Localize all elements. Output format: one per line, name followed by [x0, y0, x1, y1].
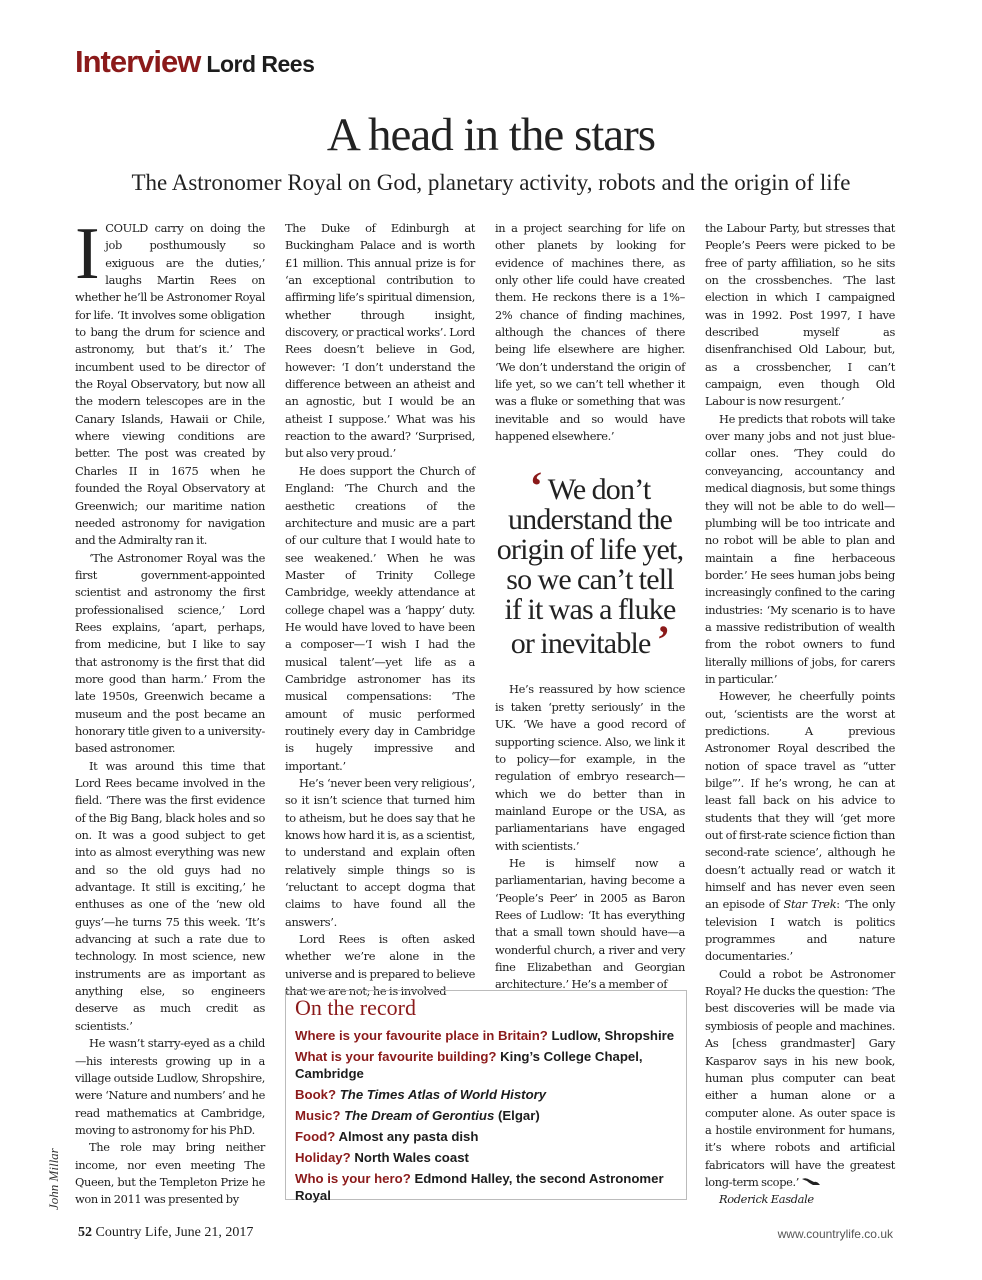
- headline: A head in the stars: [326, 109, 656, 161]
- answer: Almost any pasta dish: [338, 1129, 479, 1144]
- paragraph-text: : ‘The only television I watch is politics programmes and nature documentaries.’: [705, 897, 895, 964]
- answer: North Wales coast: [354, 1150, 469, 1165]
- paragraph: ‘The Astronomer Royal was the first government-appointed scientist and astronomy the first professionalised science,’ Lord Rees explains, ‘apart, perhaps, from medicine, but I like to say that astronomy is the first that did more good than harm.’ From the late 1950s, Greenwich became a museum and the post became an honorary title given to a university-based astronomer.: [75, 550, 265, 756]
- article-column-2: [285, 220, 475, 1000]
- answer: The Times Atlas of World History: [339, 1087, 547, 1102]
- paragraph: Lord Rees is often asked whether we’re alone in the universe and is prepared to believe that we are not; he is involved: [285, 932, 475, 999]
- answer: Edmond Halley, the second Astronomer Royal: [295, 1171, 664, 1203]
- standfirst: The Astronomer Royal on God, planetary activity, robots and the origin of life: [131, 170, 851, 195]
- website-url: www.countrylife.co.uk: [777, 1227, 893, 1241]
- interview-subject: Lord Rees: [206, 51, 315, 77]
- answer: King’s College Chapel, Cambridge: [295, 1049, 643, 1081]
- peacock-end-mark-icon: [802, 1176, 820, 1186]
- question: What is your favourite building?: [295, 1049, 497, 1064]
- publication-date: Country Life, June 21, 2017: [95, 1225, 254, 1240]
- paragraph: in a project searching for life on other planets by looking for evidence of machines there, as only other life could have created them. He reckons there is a 1%–2% chance of finding machines, although the chances of there being life elsewhere are higher. ‘We don’t understand the origin of life yet, so we can’t tell whether it was a fluke or something that was inevitable and so would have happened elsewhere.’: [495, 221, 685, 444]
- paragraph-text: COULD carry on doing the job posthumously so exiguous are the duties,’ laughs Martin Rees on whether he’ll be Astronomer Royal for life. ‘It involves some obligation to bang the drum for science and astronomy, but that’s it.’ The incumbent used to be director of the Royal Observatory, but now all the modern telescopes are in the Canary Islands, Hawaii or Chile, where viewing conditions are better. The post was created by Charles II in 1675 when he founded the Royal Observatory at Greenwich; our maritime nation needed astronomy for navigation and the Admiralty ran it.: [75, 221, 265, 548]
- paragraph: the Labour Party, but stresses that People’s Peers were picked to be free of party affiliation, so he sits on the crossbenches. ‘The last election in which I campaigned was in 1992. Post 1997, I have described myself as disenfranchised Old Labour, but, as a crossbencher, I can’t campaign, even though Old Labour is now resurgent.’: [705, 221, 895, 409]
- question: Music?: [295, 1108, 341, 1123]
- drop-cap: I: [75, 213, 100, 295]
- section-kicker: [75, 44, 314, 80]
- section-label: Interview: [75, 44, 201, 79]
- byline: Roderick Easdale: [719, 1192, 814, 1207]
- footer-folio: [78, 1225, 253, 1241]
- qa-item: [295, 1170, 677, 1204]
- answer: The Dream of Gerontius: [344, 1108, 495, 1123]
- page-number: 52: [78, 1225, 92, 1240]
- paragraph: He’s ‘never been very religious’, so it isn’t science that turned him to atheism, but he does say that he knows how hard it is, as a scientist, to understand and explain often relatively simple things so is ‘reluctant to accept dogma that claims to have found all the answers’.: [285, 776, 475, 929]
- paragraph: He is himself now a parliamentarian, having become a ‘People’s Peer’ in 2005 as Baron Rees of Ludlow: ‘It has everything that a small town should have—a wonderful church, a river and very fine Elizabethan and Georgian architecture.’ He’s a member of: [495, 855, 685, 992]
- photo-credit: John Millar: [46, 1148, 61, 1210]
- article-column-4: [705, 220, 895, 1209]
- pull-quote: [495, 463, 685, 663]
- question: Book?: [295, 1087, 337, 1102]
- paragraph: [705, 688, 895, 966]
- qa-item: [295, 1128, 677, 1145]
- paragraph: The Duke of Edinburgh at Buckingham Palace and is worth £1 million. This annual prize is for ‘an exceptional contribution to affirming life’s spiritual dimension, whether through insight, discovery, or practical works’. Lord Rees doesn’t believe in God, however: ‘I don’t understand the difference between an atheist and an agnostic, but I would be an atheist I suppose.’ What was his reaction to the award? ‘Surprised, but also very proud.’: [285, 221, 475, 461]
- paragraph: He predicts that robots will take over many jobs and not just blue-collar ones. ‘They could do conveyancing, accountancy and medical diagnosis, but some things they will not be able to do well—plumbing will be too intricate and no robot will be able to plan and maintain a fine herbaceous border.’ He sees human jobs being increasingly confined to the caring industries: ‘My scenario is to have a massive redistribution of wealth from the robot owners to fund literally millions of jobs, for carers in particular.’: [705, 411, 895, 686]
- qa-item: [295, 1149, 677, 1166]
- question: Where is your favourite place in Britain?: [295, 1028, 548, 1043]
- qa-item: [295, 1027, 677, 1044]
- article-column-1: [75, 213, 265, 1209]
- italic-title: Star Trek: [783, 897, 837, 912]
- answer: (Elgar): [494, 1108, 540, 1123]
- pull-quote-text: We don’t understand the origin of life yet, so we can’t tell if it was a fluke or inevitable: [496, 473, 684, 661]
- paragraph: The role may bring neither income, nor even meeting The Queen, but the Templeton Prize he won in 2011 was presented by: [75, 1140, 265, 1207]
- open-quote-mark: ‘: [529, 463, 543, 509]
- paragraph-text: However, he cheerfully points out, ‘scientists are the worst at predictions. A previous Astronomer Royal described the notion of space travel as “utter bilge”’. If he’s wrong, he can at least fall back on his advice to students that they will ‘get more out of first-rate science fiction than second-rate science’, although he doesn’t actually read or watch it himself and has never even seen an episode of: [705, 689, 895, 912]
- article-column-3: [495, 220, 685, 994]
- paragraph: He does support the Church of England: ‘The Church and the aesthetic creations of the architecture and music are a part of our culture that I would hate to see weakened.’ When he was Master of Trinity College Cambridge, weekly attendance at college chapel was a ‘happy’ duty. He would have loved to have been a composer—‘I wish I had the musical talent’—yet life as a Cambridge astronomer has its musical compensations: ‘The amount of music performed routinely every day in Cambridge is hugely impressive and important.’: [285, 463, 475, 773]
- question: Holiday?: [295, 1150, 351, 1165]
- paragraph: It was around this time that Lord Rees became involved in the field. ‘There was the first evidence of the Big Bang, black holes and so on. It was a good subject to get into as almost everything was new and so the old guys had no advantage. It still is exciting,’ he enthuses as one of the ‘new old guys’—he turns 75 this week. ‘It’s advancing at such a rate due to technology. In most science, new instruments are as important as anything else, so engineers deserve as much credit as scientists.’: [75, 758, 265, 1033]
- paragraph: He wasn’t starry-eyed as a child—his interests growing up in a village outside Ludlow, Shropshire, were ‘Nature and numbers’ and he read mathematics at Cambridge, moving to astronomy for his PhD.: [75, 1036, 265, 1137]
- question: Who is your hero?: [295, 1171, 411, 1186]
- qa-item: [295, 1107, 677, 1124]
- qa-item: [295, 1048, 677, 1082]
- paragraph: [75, 213, 265, 550]
- answer: Ludlow, Shropshire: [551, 1028, 675, 1043]
- paragraph: He’s reassured by how science is taken ‘pretty seriously’ in the UK. ‘We have a good record of supporting science. Also, we link it to policy—for example, in the regulation of embryo research—which we do better than in mainland Europe or the USA, as parliamentarians have engaged with scientists.’: [495, 682, 685, 853]
- box-title: On the record: [295, 995, 416, 1020]
- paragraph-text: Could a robot be Astronomer Royal? He ducks the question: ‘The best discoveries will be made via symbiosis of people and machines. As [chess grandmaster] Gary Kasparov says in his new book, human plus computer can beat either a human alone or a computer alone. As outer space is a hostile environment for humans, it’s where robots and artificial fabricators will have the greatest long-term scope.’: [705, 966, 895, 1189]
- on-the-record-box: [285, 990, 687, 1203]
- qa-item: [295, 1086, 677, 1103]
- question: Food?: [295, 1129, 336, 1144]
- close-quote-mark: ’: [656, 617, 670, 663]
- paragraph: [705, 966, 895, 1191]
